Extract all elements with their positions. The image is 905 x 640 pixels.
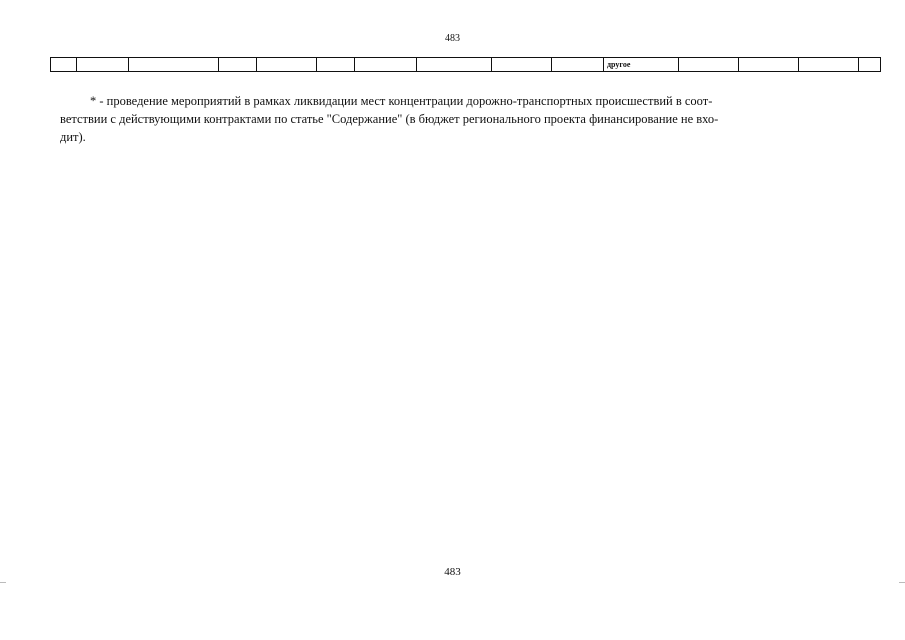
table-cell bbox=[219, 58, 257, 71]
table-row-fragment bbox=[50, 57, 881, 72]
table-cell-other-label: другое bbox=[604, 58, 679, 71]
table-cell bbox=[51, 58, 77, 71]
edge-mark bbox=[0, 582, 6, 583]
table-cell bbox=[355, 58, 417, 71]
table-cell bbox=[799, 58, 859, 71]
footnote-line: дит). bbox=[60, 130, 86, 144]
table-cell bbox=[417, 58, 492, 71]
table-cell bbox=[859, 58, 880, 71]
table-cell bbox=[492, 58, 552, 71]
table-cell bbox=[552, 58, 604, 71]
footnote bbox=[60, 92, 856, 146]
table-cell bbox=[129, 58, 219, 71]
footnote-line: ветствии с действующими контрактами по статье "Содержание" (в бюджет регионального проекта финансирование не вхо- bbox=[60, 112, 719, 126]
table-cell bbox=[679, 58, 739, 71]
page-number-top: 483 bbox=[445, 33, 460, 44]
edge-mark bbox=[899, 582, 905, 583]
table-cell bbox=[257, 58, 317, 71]
footnote-line: * - проведение мероприятий в рамках ликвидации мест концентрации дорожно-транспортных происшествий в соот- bbox=[90, 94, 713, 108]
page-number-bottom: 483 bbox=[444, 566, 461, 578]
table-cell bbox=[77, 58, 129, 71]
table-cell bbox=[317, 58, 355, 71]
table-cell bbox=[739, 58, 799, 71]
